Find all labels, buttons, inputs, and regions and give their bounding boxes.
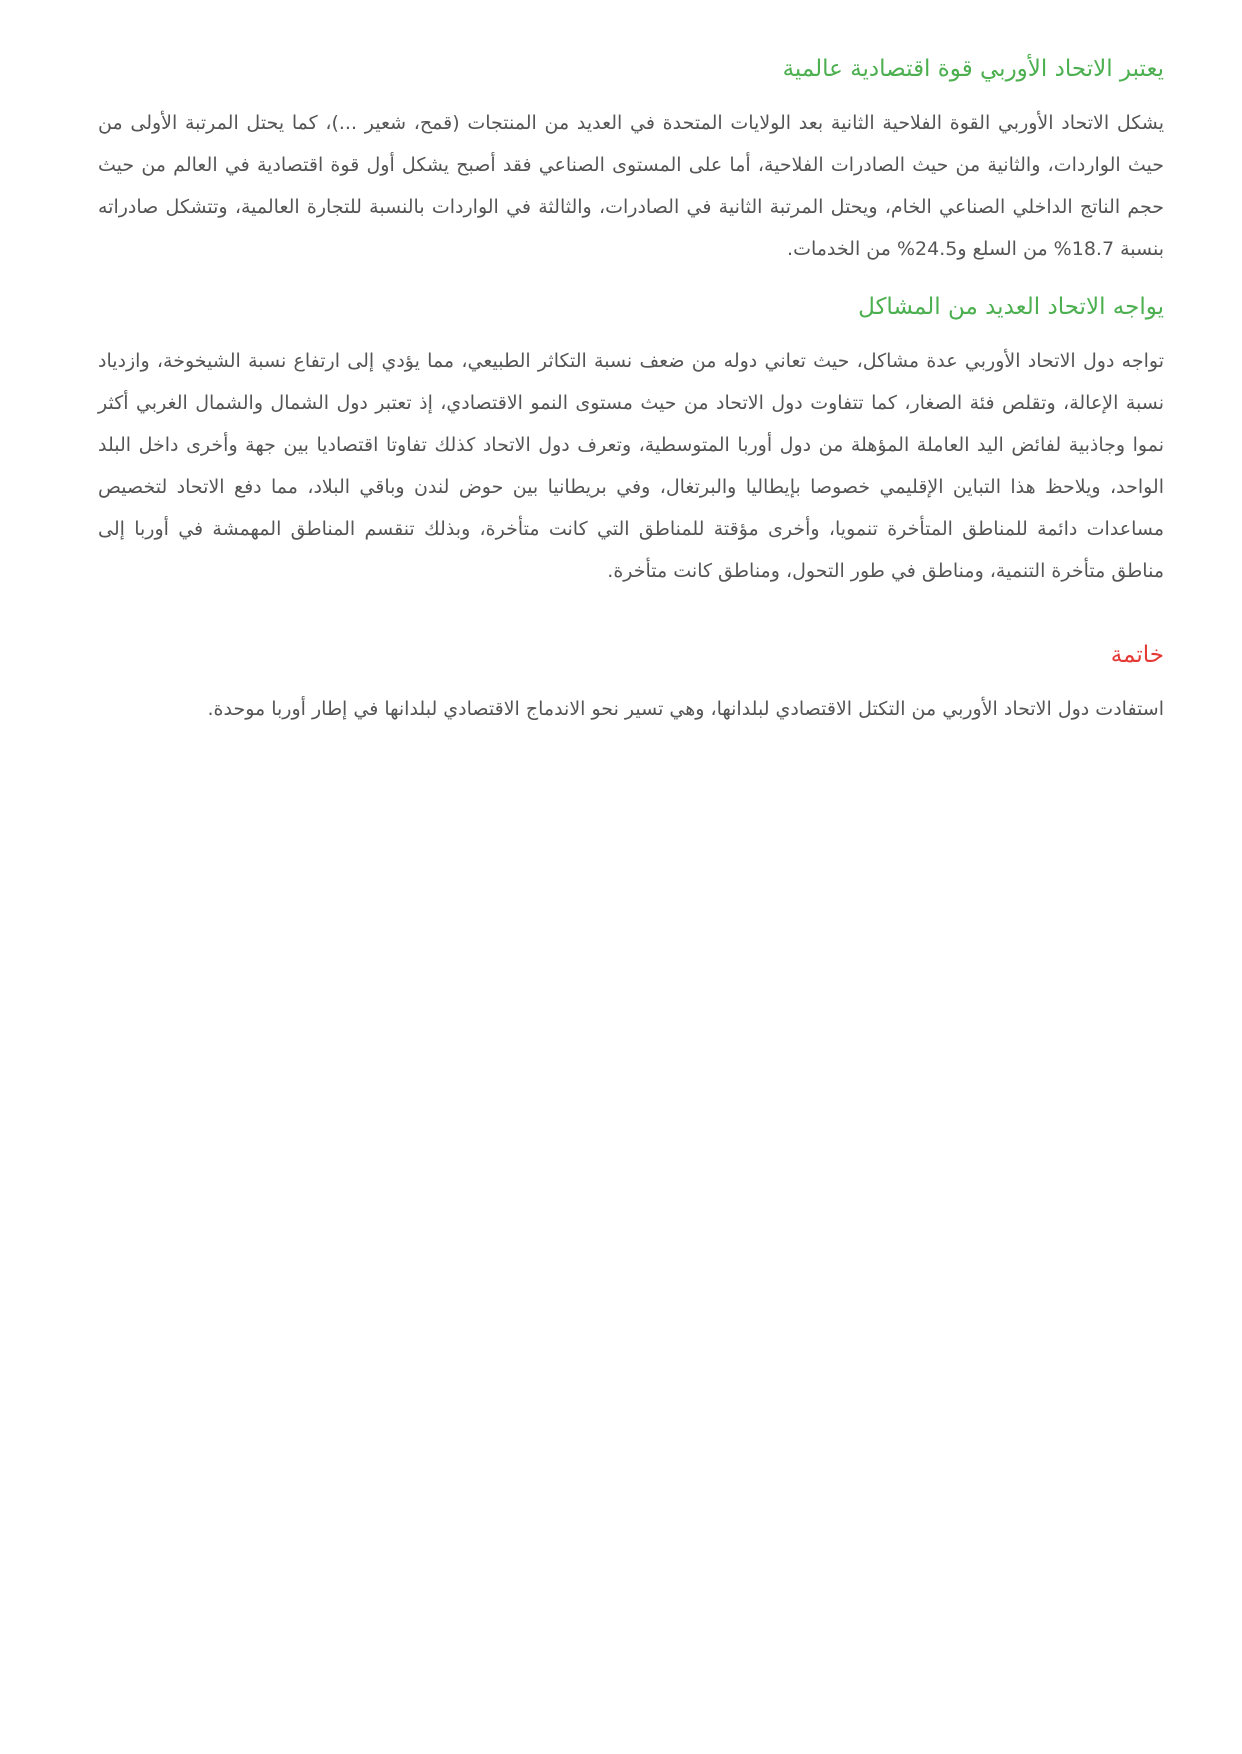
section-paragraph-problems: تواجه دول الاتحاد الأوربي عدة مشاكل، حيث تعاني دوله من ضعف نسبة التكاثر الطبيعي، مما يؤدي إلى ارتفاع نسبة الشيخوخة، وازدياد نسبة الإعالة، وتقلص فئة الصغار، كما تتفاوت دول الاتحاد من حيث مستوى النمو الاقتصادي، إذ تعتبر دول الشمال والشمال الغربي أكثر نموا وجاذبية لفائض اليد العاملة المؤهلة من دول أوربا المتوسطية، وتعرف دول الاتحاد كذلك تفاوتا اقتصاديا بين جهة وأخرى داخل البلد الواحد، ويلاحظ هذا التباين الإقليمي خصوصا بإيطاليا والبرتغال، وفي بريطانيا بين حوض لندن وباقي البلاد، مما دفع الاتحاد لتخصيص مساعدات دائمة للمناطق المتأخرة تنمويا، وأخرى مؤقتة للمناطق التي كانت متأخرة، وبذلك تنقسم المناطق المهمشة في أوربا إلى مناطق متأخرة التنمية، ومناطق في طور التحول، ومناطق كانت متأخرة.: [98, 350, 1164, 582]
section-paragraph-economic-power: يشكل الاتحاد الأوربي القوة الفلاحية الثانية بعد الولايات المتحدة في العديد من المنتجات (قمح، شعير ...)، كما يحتل المرتبة الأولى من حيث الواردات، والثانية من حيث الصادرات الفلاحية، أما على المستوى الصناعي فقد أصبح يشكل أول قوة اقتصادية في العالم من حيث حجم الناتج الداخلي الصناعي الخام، ويحتل المرتبة الثانية في الصادرات، والثالثة في الواردات بالنسبة للتجارة العالمية، وتتشكل صادراته بنسبة 18.7% من السلع و24.5% من الخدمات.: [98, 112, 1164, 260]
section-heading-problems: يواجه الاتحاد العديد من المشاكل: [858, 294, 1164, 320]
conclusion-paragraph: استفادت دول الاتحاد الأوربي من التكتل الاقتصادي لبلدانها، وهي تسير نحو الاندماج الاقتصادي لبلدانها في إطار أوربا موحدة.: [207, 698, 1164, 720]
document-body: [98, 50, 1164, 730]
conclusion-heading: خاتمة: [1110, 642, 1164, 668]
section-heading-economic-power: يعتبر الاتحاد الأوربي قوة اقتصادية عالمية: [782, 56, 1164, 82]
